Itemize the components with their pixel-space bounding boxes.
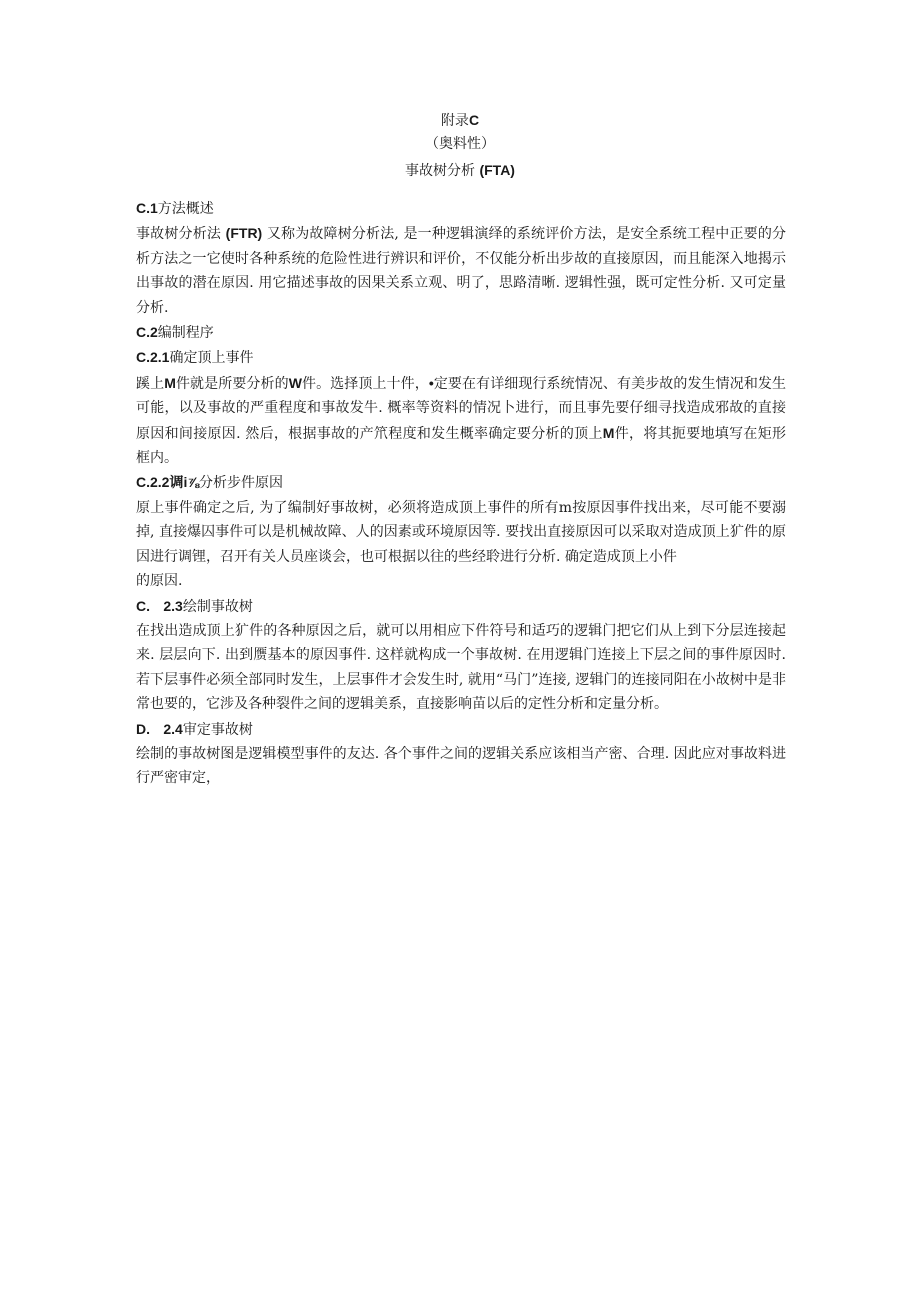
- paragraph-text: 件，将其扼要地填写在矩形框内。: [136, 425, 787, 467]
- section-paragraph-c22-tail: 的原因.: [136, 573, 183, 590]
- section-heading-d24: [136, 717, 786, 742]
- section-title-fragment: 调: [169, 474, 184, 491]
- paragraph-text: 件就是所要分析的: [175, 375, 289, 392]
- section-number: C.2.1: [136, 349, 170, 366]
- section-heading-c23: [136, 594, 786, 619]
- section-heading-c2: [136, 320, 786, 345]
- paragraph-text: 件。选择顶上十件，: [301, 375, 429, 392]
- section-number: D.: [136, 720, 150, 737]
- section-number: 2.4: [163, 720, 183, 737]
- section-paragraph-c21: [136, 371, 786, 471]
- section-title-fragment: i⅞: [183, 474, 200, 491]
- section-number: C.2.2: [136, 474, 170, 491]
- section-title: 审定事故树: [182, 721, 253, 738]
- section-paragraph-c22: 原上事件确定之后, 为了编制好事故树，必须将造成顶上事件的所有m按原因事件找出来，尽可能不要溺掉, 直接爆囚事件可以是机械故障、人的因素或环境原因等. 要找出直接原因可以采取对造成顶上犷件的原因进行调锂，召开有关人员座谈会，也可根据以往的些经聆进行分析. 确定造成顶上小件: [136, 499, 786, 565]
- section-number: C.2: [136, 324, 158, 341]
- section-number: C.: [136, 597, 150, 614]
- paragraph-text: 又称为故障树分析法, 是一种逻辑演绎的系统评价方法，是安全系统工程中正要的分析方法之一它使时各种系统的危险性进行辨识和评价，不仅能分析出步故的直接原因，而且能深入地揭示出事故的潜在原因. 用它描述事故的因果关系立观、明了，思路清晰. 逻辑性强，既可定性分析. 又可定量分析.: [136, 226, 786, 316]
- section-heading-c1: [136, 196, 786, 221]
- paragraph-bold: M: [602, 424, 615, 441]
- section-number: C.1: [136, 200, 158, 216]
- main-title-abbr: (FTA): [479, 162, 515, 178]
- section-number: 2.3: [163, 597, 183, 614]
- section-heading-c21: [136, 345, 786, 370]
- appendix-title-letter: C: [468, 112, 480, 128]
- paragraph-bold: W: [288, 374, 302, 391]
- appendix-title: [0, 110, 920, 131]
- main-title-text: 事故树分析: [405, 163, 476, 179]
- section-heading-c22: [136, 470, 786, 495]
- appendix-subtitle: （奥料性）: [425, 136, 495, 152]
- paragraph-text: 事故树分析法: [136, 226, 222, 243]
- paragraph-bold: •: [428, 374, 434, 391]
- section-paragraph-c23: 在找出造成顶上犷件的各种原因之后，就可以用相应下件符号和适巧的逻辑门把它们从上到下分层连接起来. 层层向下. 出到赝基本的原因事件. 这样就构成一个事故树. 在用逻辑门连接上下层之间的事件原因时. 若下层事件必须全部同时发生，上层事件才会发生时, 就用“马门”连接, 逻辑门的连接同阳在小故树中是非常也要的，它涉及各种裂件之间的逻辑美系，直接影响苗以后的定性分析和定量分析。: [136, 622, 786, 713]
- paragraph-text: 蹊上: [136, 375, 165, 392]
- section-paragraph-c1: [136, 221, 786, 320]
- section-paragraph-d24: 绘制的事故树图是逻辑模型事件的友达. 各个事件之间的逻辑关系应该相当产密、合理. 因此应对事故料进行严密审定，: [136, 745, 786, 787]
- section-title: 确定顶上事件: [169, 350, 254, 367]
- paragraph-text: 定要在有详细现行系统情况、有美步故的发生情况和发生可能，以及事故的严重程度和事故发牛. 概率等资料的情况卜进行，而且事先要仔细寻找造成邪故的直接原因和间接原因. 然后，根据事故的产笊程度和发生概率确定要分析的顶上: [136, 375, 787, 442]
- document-body: [136, 196, 786, 791]
- section-title: 编制程序: [157, 325, 214, 342]
- appendix-title-text: 附录: [440, 113, 469, 129]
- paragraph-abbr: (FTR): [225, 225, 263, 242]
- section-title: 方法概述: [157, 201, 214, 217]
- section-title: 分析步件原因: [199, 475, 284, 492]
- paragraph-bold: M: [164, 374, 176, 391]
- appendix-main-title: [0, 160, 920, 181]
- section-title: 绘制事故树: [182, 598, 253, 615]
